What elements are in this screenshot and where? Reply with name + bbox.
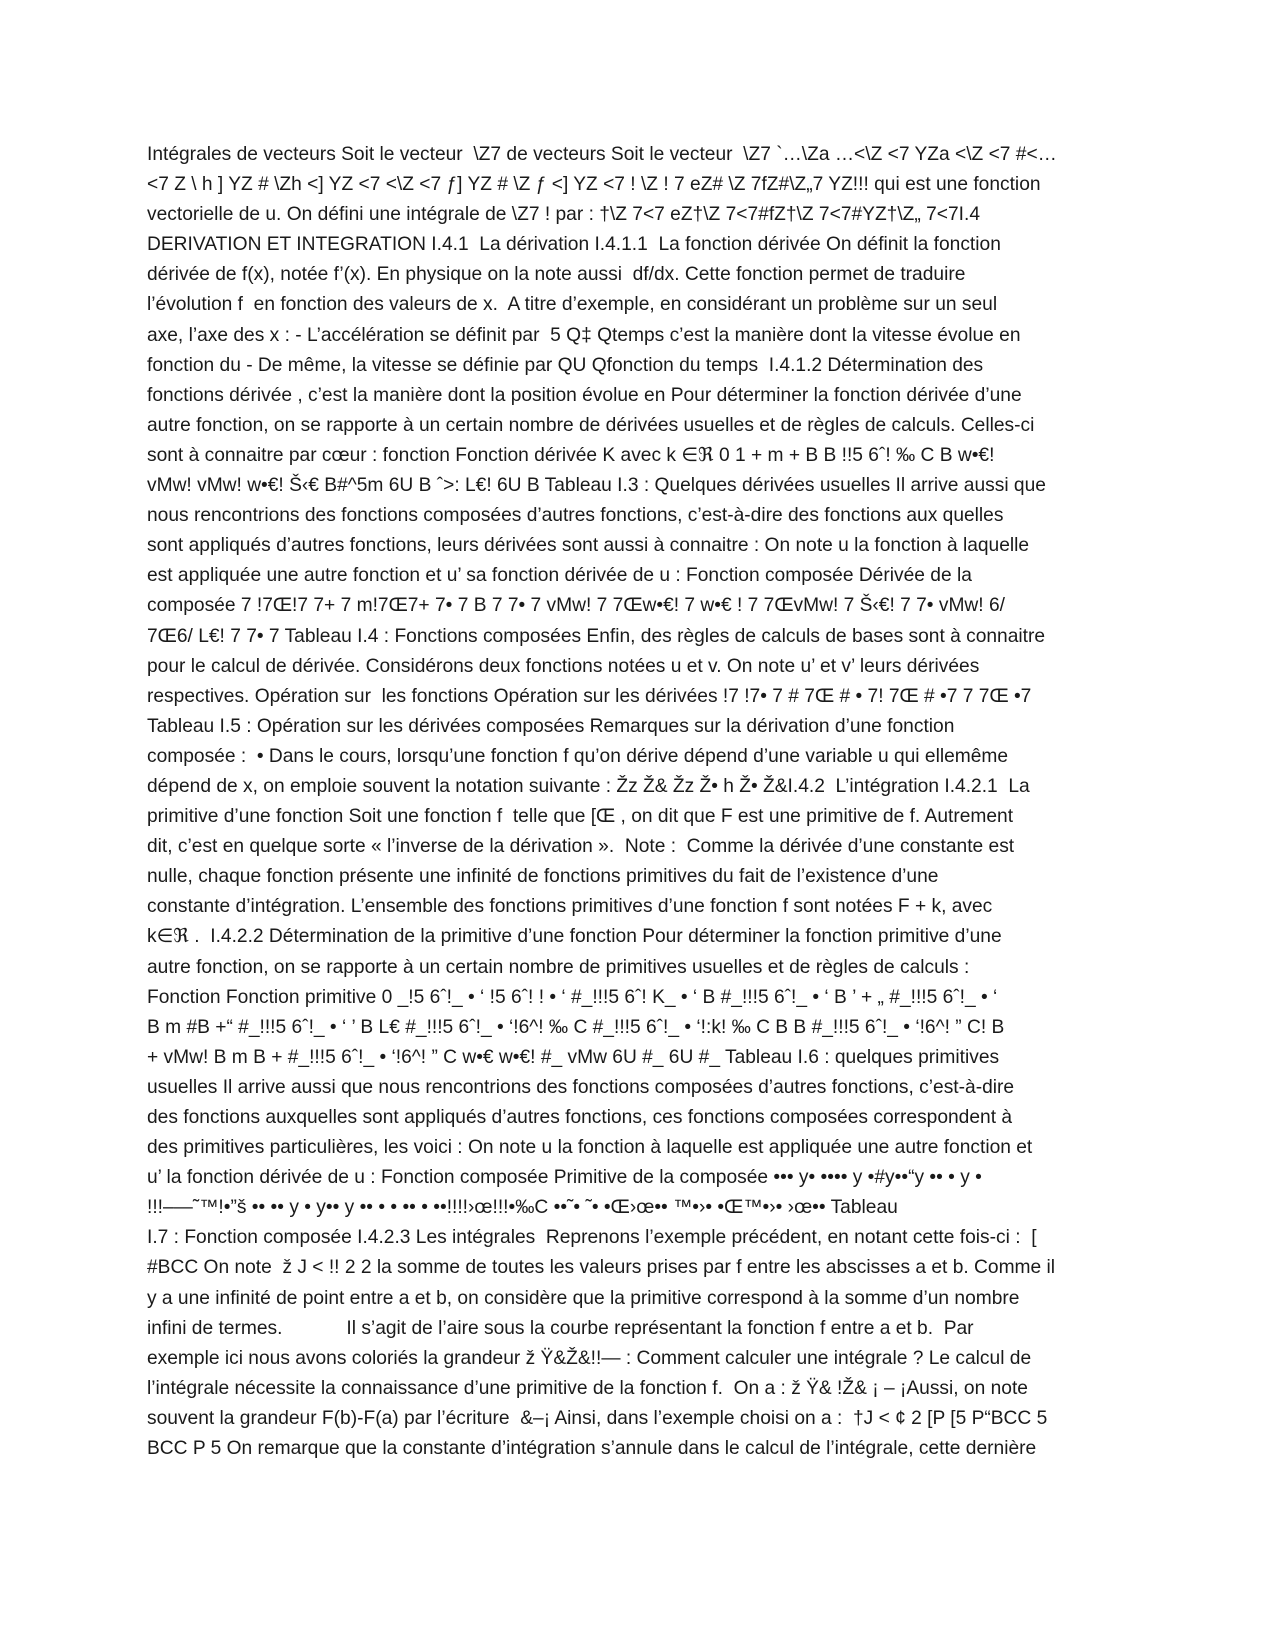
- text-line: infini de termes. Il s’agit de l’aire sous la courbe représentant la fonction f entre a et b. Par: [147, 1317, 974, 1339]
- text-line: #BCC On note ž J < !! 2 2 la somme de toutes les valeurs prises par f entre les abscisses a et b. Comme il: [147, 1257, 1056, 1279]
- text-line: 7Œ6/ L€! 7 7• 7 Tableau I.4 : Fonctions composées Enfin, des règles de calculs de bases sont à connaitre: [147, 625, 1046, 647]
- text-line: axe, l’axe des x : - L’accélération se définit par 5 Q‡ Qtemps c’est la manière dont la vitesse évolue en: [147, 324, 1021, 346]
- text-line: fonction du - De même, la vitesse se définie par QU Qfonction du temps I.4.1.2 Détermination des: [147, 354, 984, 376]
- text-line: vMw! vMw! w•€! Š‹€ B#^5m 6U B ˆ>: L€! 6U B Tableau I.3 : Quelques dérivées usuelles Il arrive aussi que: [147, 475, 1046, 497]
- text-line: autre fonction, on se rapporte à un certain nombre de dérivées usuelles et de règles de calculs. Celles-ci: [147, 414, 1035, 436]
- text-line: usuelles Il arrive aussi que nous rencontrions des fonctions composées d’autres fonctions, c’est-à-dire: [147, 1076, 1015, 1098]
- text-line: nous rencontrions des fonctions composées d’autres fonctions, c’est-à-dire des fonctions aux quelles: [147, 505, 1004, 527]
- text-line: fonctions dérivée , c’est la manière dont la position évolue en Pour déterminer la fonction dérivée d’une: [147, 384, 1022, 406]
- text-line: Tableau I.5 : Opération sur les dérivées composées Remarques sur la dérivation d’une fonction: [147, 715, 955, 737]
- text-line: souvent la grandeur F(b)-F(a) par l’écriture &–¡ Ainsi, dans l’exemple choisi on a : †J < ¢ 2 [P [5 P“BCC 5: [147, 1407, 1048, 1429]
- text-line: Fonction Fonction primitive 0 _!5 6ˆ!_ • ‘ !5 6ˆ! ! • ‘ #_!!!5 6ˆ! K_ • ‘ B #_!!!5 6ˆ!_ • ‘ B ’ + „ #_!!!5 6ˆ!_ • ‘: [147, 986, 998, 1008]
- text-line: l’intégrale nécessite la connaissance d’une primitive de la fonction f. On a : ž Ÿ& !Ž& ¡ – ¡Aussi, on note: [147, 1377, 1028, 1399]
- text-line: u’ la fonction dérivée de u : Fonction composée Primitive de la composée ••• y• •••• y •#y••“y •• • y •: [147, 1167, 982, 1189]
- text-line: dépend de x, on emploie souvent la notation suivante : Žz Ž& Žz Ž• h Ž• Ž&I.4.2 L’intégration I.4.2.1 La: [147, 775, 1030, 797]
- text-line: !!!–—˜™!•”š •• •• y • y•• y •• • • •• • ••!!!!›œ!!!•‰C ••˜• ˜• •Œ›œ•• ™•›• •Œ™•›• ›œ•• Tableau: [147, 1197, 898, 1219]
- text-line: pour le calcul de dérivée. Considérons deux fonctions notées u et v. On note u’ et v’ leurs dérivées: [147, 655, 980, 677]
- text-line: des fonctions auxquelles sont appliqués d’autres fonctions, ces fonctions composées correspondent à: [147, 1107, 1013, 1128]
- text-line: DERIVATION ET INTEGRATION I.4.1 La dérivation I.4.1.1 La fonction dérivée On définit la fonction: [147, 234, 1001, 256]
- text-line: BCC P 5 On remarque que la constante d’intégration s’annule dans le calcul de l’intégrale, cette dernière: [147, 1438, 1037, 1460]
- text-line: B m #B +“ #_!!!5 6ˆ!_ • ‘ ’ B L€ #_!!!5 6ˆ!_ • ‘!6^! ‰ C #_!!!5 6ˆ!_ • ‘!:k! ‰ C B B #_!!!5 6ˆ!_ • ‘!6^! ” C! B: [147, 1016, 1005, 1038]
- text-line: nulle, chaque fonction présente une infinité de fonctions primitives du fait de l’existence d’une: [147, 866, 939, 888]
- text-line: composée 7 !7Œ!7 7+ 7 m!7Œ7+ 7• 7 B 7 7• 7 vMw! 7 7Œw•€! 7 w•€ ! 7 7ŒvMw! 7 Š‹€! 7 7• vMw! 6/: [147, 595, 1005, 617]
- text-line: dérivée de f(x), notée f’(x). En physique on la note aussi df/dx. Cette fonction permet de traduire: [147, 264, 966, 286]
- text-line: primitive d’une fonction Soit une fonction f telle que [Œ , on dit que F est une primitive de f. Autrement: [147, 806, 1014, 828]
- text-line: y a une infinité de point entre a et b, on considère que la primitive correspond à la somme d’un nombre: [147, 1287, 1020, 1309]
- text-line: composée : • Dans le cours, lorsqu’une fonction f qu’on dérive dépend d’une variable u qui ellemême: [147, 745, 1009, 767]
- text-line: l’évolution f en fonction des valeurs de x. A titre d’exemple, en considérant un problème sur un seul: [147, 294, 998, 316]
- text-line: exemple ici nous avons coloriés la grandeur ž Ÿ&Ž&!!— : Comment calculer une intégrale ? Le calcul de: [147, 1347, 1032, 1369]
- text-line: des primitives particulières, les voici : On note u la fonction à laquelle est appliquée une autre fonction et: [147, 1137, 1033, 1159]
- text-line: sont appliqués d’autres fonctions, leurs dérivées sont aussi à connaitre : On note u la fonction à laquelle: [147, 535, 1030, 557]
- text-line: dit, c’est en quelque sorte « l’inverse de la dérivation ». Note : Comme la dérivée d’une constante est: [147, 836, 1015, 858]
- text-line: vectorielle de u. On défini une intégrale de \Z7 ! par : †\Z 7<7 eZ†\Z 7<7#fZ†\Z 7<7#YZ†\Z„ 7<7I.4: [147, 204, 980, 226]
- text-line: sont à connaitre par cœur : fonction Fonction dérivée K avec k ∈ℜ 0 1 + m + B B !!5 6ˆ! ‰ C B w•€!: [147, 444, 995, 466]
- text-line: Intégrales de vecteurs Soit le vecteur \Z7 de vecteurs Soit le vecteur \Z7 `…\Za …<\Z <7 YZa <\Z <7 #<…: [147, 144, 1057, 165]
- text-line: respectives. Opération sur les fonctions Opération sur les dérivées !7 !7• 7 # 7Œ # • 7! 7Œ # •7 7 7Œ •7: [147, 685, 1032, 707]
- document-page: [147, 140, 1127, 1464]
- text-line: autre fonction, on se rapporte à un certain nombre de primitives usuelles et de règles de calculs :: [147, 956, 970, 978]
- text-line: est appliquée une autre fonction et u’ sa fonction dérivée de u : Fonction composée Dérivée de la: [147, 565, 972, 587]
- text-line: + vMw! B m B + #_!!!5 6ˆ!_ • ‘!6^! ” C w•€ w•€! #_ vMw 6U #_ 6U #_ Tableau I.6 : quelques primitives: [147, 1046, 1000, 1068]
- text-line: <7 Z \ h ] YZ # \Zh <] YZ <7 <\Z <7 ƒ] YZ # \Z ƒ <] YZ <7 ! \Z ! 7 eZ# \Z 7fZ#\Z„7 YZ!!! qui est une fonction: [147, 174, 1041, 196]
- text-line: I.7 : Fonction composée I.4.2.3 Les intégrales Reprenons l’exemple précédent, en notant cette fois-ci : [: [147, 1227, 1037, 1249]
- text-line: k∈ℜ . I.4.2.2 Détermination de la primitive d’une fonction Pour déterminer la fonction primitive d’une: [147, 926, 1002, 948]
- text-line: constante d’intégration. L’ensemble des fonctions primitives d’une fonction f sont notées F + k, avec: [147, 896, 993, 918]
